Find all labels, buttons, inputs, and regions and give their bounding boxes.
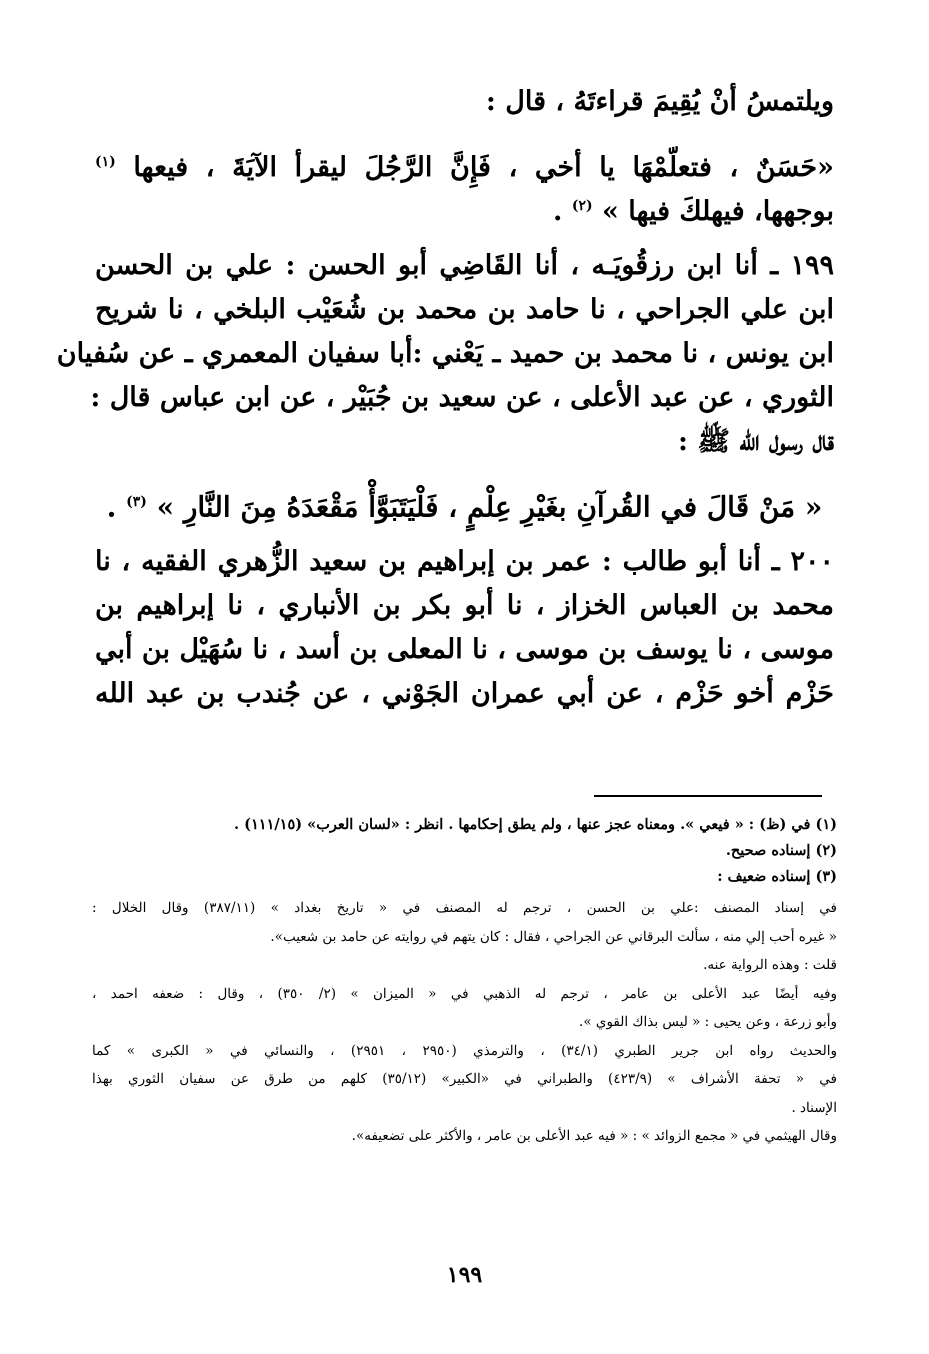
footnote-line: الإسناد .	[791, 1099, 837, 1116]
footnote: (٢) إسناده صحيح.	[725, 842, 837, 859]
footnote-line: « غيره أحب إلي منه ، سألت البرقاني عن الجراحي ، فقال : كان يتهم في روايته عن حامد بن شعيب».	[270, 928, 837, 945]
text-span: .	[553, 196, 563, 227]
footnote-line: في إسناد المصنف :علي بن الحسن ، ترجم له المصنف في « تاريخ بغداد » (٣٨٧/١١) وقال الخلال :	[92, 900, 837, 916]
footnote-line: في « تحفة الأشراف » (٤٢٣/٩) والطبراني في «الكبير» (٣٥/١٢) كلهم من طرق عن سفيان الثوري بهذا	[92, 1071, 837, 1087]
text-line	[95, 140, 834, 184]
footnote-line: والحديث رواه ابن جرير الطبري (٣٤/١) ، والترمذي (٢٩٥٠ ، ٢٩٥١) ، والنسائي في « الكبرى » كما	[92, 1042, 837, 1059]
text-line	[95, 184, 834, 228]
main-text	[56, 80, 835, 716]
text-span: أنا ابن رزقُويَـه ، أنا القَاضِي أبو الحسن : علي بن الحسن	[95, 250, 758, 281]
footnote-ref: (٣)	[126, 494, 147, 510]
footnote: (١) في (ظ) : « فيعي ». ومعناه عجز عنها ، ولم يطق إحكامها . انظر : «لسان العرب» (١١١/١٥) .	[234, 816, 837, 833]
footnote-line: وأبو زرعة ، وعن يحيى : « ليس بذاك القوي ».	[579, 1014, 837, 1030]
footnote-ref: (١)	[95, 154, 116, 170]
footnote-line: قلت : وهذه الرواية عنه.	[703, 957, 837, 973]
text-line: الثوري ، عن عبد الأعلى ، عن سعيد بن جُبَيْر ، عن ابن عباس قال :	[90, 382, 834, 413]
text-line: ابن يونس ، نا محمد بن حميد ـ يَعْني :أبا سفيان المعمري ـ عن سُفيان	[56, 338, 834, 369]
text-line: ويلتمسُ أنْ يُقِيمَ قراءتَهُ ، قال :	[485, 86, 834, 117]
text-line: موسى ، نا يوسف بن موسى ، نا المعلى بن أسد ، نا سُهَيْل بن أبي	[95, 634, 834, 665]
footnotes	[92, 812, 837, 1151]
text-line	[95, 244, 834, 288]
text-line: قال رسول الله ﷺ :	[677, 426, 834, 457]
text-span: .	[106, 490, 117, 524]
text-span: «حَسَنٌ ، فتعلّمْهَا يا أخي ، فَإِنَّ الرَّجُلَ ليقرأ الآيَةَ ، فيعها	[133, 152, 834, 183]
text-line: ابن علي الجراحي ، نا حامد بن محمد بن شُعَيْب البلخي ، نا شريح	[95, 294, 834, 325]
text-line: محمد بن العباس الخزاز ، نا أبو بكر بن الأنباري ، نا إبراهيم بن	[95, 590, 834, 621]
entry-number: ٢٠٠ ـ	[771, 546, 835, 577]
footnote-ref: (٢)	[571, 198, 593, 214]
text-span: « مَنْ قَالَ في القُرآنِ بغَيْرِ عِلْمٍ ، فَلْيَتَبَوَّأْ مَقْعَدَهُ مِنَ النَّارِ »	[156, 490, 823, 524]
text-span: بوجهها، فيهلكَ فيها »	[602, 196, 834, 227]
hadith-quote	[95, 480, 834, 524]
text-line: حَزْم أخو حَزْم ، عن أبي عمران الجَوْني ، عن جُندب بن عبد الله	[95, 678, 834, 709]
footnote-detail	[92, 894, 837, 1151]
footnote-line: وقال الهيثمي في « مجمع الزوائد » : « فيه عبد الأعلى بن عامر ، والأكثر على تضعيفه».	[351, 1128, 837, 1144]
text-line	[95, 540, 834, 584]
footnote-separator	[594, 795, 822, 797]
entry-number: ١٩٩ ـ	[770, 250, 834, 281]
footnote: (٣) إسناده ضعيف :	[717, 868, 837, 885]
footnote-line: وفيه أيضًا عبد الأعلى بن عامر ، ترجم له الذهبي في « الميزان » (٢/ ٣٥٠) ، وقال : ضعفه احمد ،	[92, 985, 837, 1002]
text-span: أنا أبو طالب : عمر بن إبراهيم بن سعيد الزُّهري الفقيه ، نا	[95, 546, 761, 577]
page-number: ١٩٩	[446, 1262, 483, 1288]
